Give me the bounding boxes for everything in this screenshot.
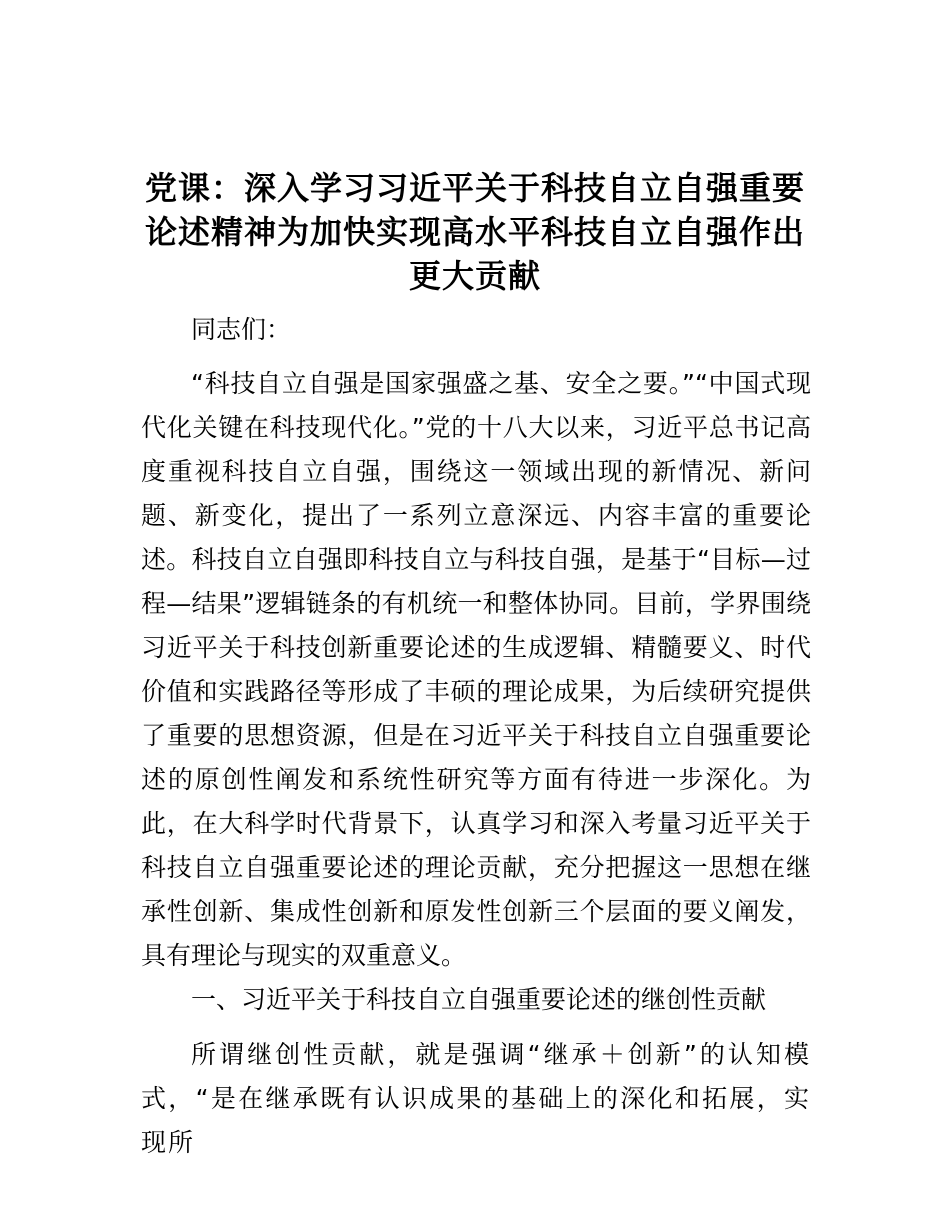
salutation: 同志们： bbox=[191, 315, 292, 344]
body-paragraph: “科技自立自强是国家强盛之基、安全之要。”“中国式现代化关键在科技现代化。”党的十八大以来，习近平总书记高度重视科技自立自强，围绕这一领域出现的新情况、新问题、新变化，提出了一系列立意深远、内容丰富的重要论述。科技自立自强即科技自立与科技自强，是基于“目标—过程—结果”逻辑链条的有机统一和整体协同。目前，学界围绕习近平关于科技创新重要论述的生成逻辑、精髓要义、时代价值和实践路径等形成了丰硕的理论成果，为后续研究提供了重要的思想资源，但是在习近平关于科技自立自强重要论述的原创性阐发和系统性研究等方面有待进一步深化。为此，在大科学时代背景下，认真学习和深入考量习近平关于科技自立自强重要论述的理论贡献，充分把握这一思想在继承性创新、集成性创新和原发性创新三个层面的要义阐发，具有理论与现实的双重意义。 bbox=[141, 369, 811, 970]
document-title: 党课：深入学习习近平关于科技自立自强重要论述精神为加快实现高水平科技自立自强作出更大贡献 bbox=[144, 169, 805, 295]
section-paragraph: 所谓继创性贡献，就是强调“继承＋创新”的认知模式，“是在继承既有认识成果的基础上的深化和拓展，实现所 bbox=[141, 1040, 811, 1157]
section-heading: 一、习近平关于科技自立自强重要论述的继创性贡献 bbox=[191, 985, 767, 1014]
